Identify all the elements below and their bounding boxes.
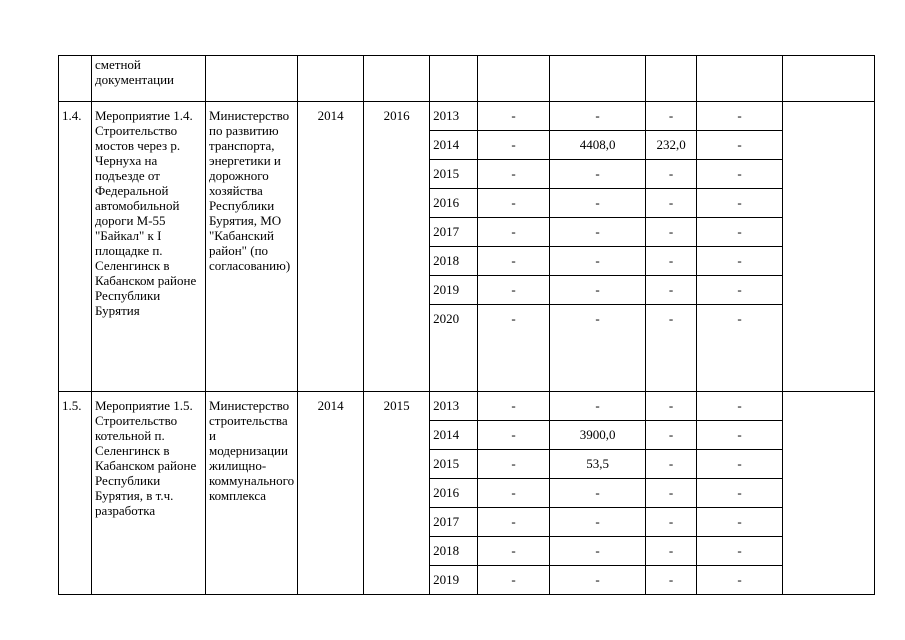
cell-year: 2017: [430, 218, 478, 247]
cell-value: -: [550, 305, 646, 392]
cell-name: Мероприятие 1.5. Строительство котельной п. Селенгинск в Кабанском районе Республики Бурятия, в т.ч. разработка: [92, 392, 206, 595]
cell-value: -: [646, 160, 697, 189]
cell-start: 2014: [298, 392, 364, 595]
cell-year: 2020: [430, 305, 478, 392]
cell-executor: [206, 56, 298, 102]
table-row: [59, 392, 875, 421]
cell-num: 1.5.: [59, 392, 92, 595]
cell-value: -: [697, 131, 783, 160]
cell-value: [697, 56, 783, 102]
cell-num: [59, 56, 92, 102]
cell-year: 2015: [430, 450, 478, 479]
cell-value: -: [697, 189, 783, 218]
cell-value: -: [478, 537, 550, 566]
cell-value: -: [697, 450, 783, 479]
cell-value: 53,5: [550, 450, 646, 479]
cell-value: -: [478, 218, 550, 247]
cell-value: -: [646, 218, 697, 247]
cell-year: 2013: [430, 102, 478, 131]
cell-year: 2016: [430, 479, 478, 508]
table-row: [59, 56, 875, 102]
cell-value: -: [697, 537, 783, 566]
cell-value: -: [478, 131, 550, 160]
cell-value: -: [646, 421, 697, 450]
cell-value: -: [550, 189, 646, 218]
cell-start: 2014: [298, 102, 364, 392]
cell-value: -: [697, 479, 783, 508]
cell-value: -: [646, 479, 697, 508]
cell-value: -: [697, 566, 783, 595]
cell-value: -: [697, 218, 783, 247]
cell-year: 2014: [430, 131, 478, 160]
cell-value: -: [646, 189, 697, 218]
cell-value: -: [697, 102, 783, 131]
cell-value: -: [478, 276, 550, 305]
cell-value: -: [550, 479, 646, 508]
cell-value: -: [697, 305, 783, 392]
cell-end: 2015: [364, 392, 430, 595]
cell-end: [364, 56, 430, 102]
cell-executor: Министерство строительства и модернизации жилищно-коммунального комплекса: [206, 392, 298, 595]
cell-value: -: [697, 276, 783, 305]
cell-value: -: [646, 102, 697, 131]
cell-value: -: [646, 566, 697, 595]
cell-value: -: [478, 160, 550, 189]
cell-value: -: [550, 566, 646, 595]
cell-value: -: [646, 276, 697, 305]
cell-value: 3900,0: [550, 421, 646, 450]
cell-value: -: [697, 247, 783, 276]
cell-value: -: [478, 189, 550, 218]
cell-value: -: [550, 392, 646, 421]
cell-year: [430, 56, 478, 102]
cell-value: -: [646, 392, 697, 421]
cell-value: -: [550, 160, 646, 189]
cell-value: 232,0: [646, 131, 697, 160]
cell-num: 1.4.: [59, 102, 92, 392]
cell-value: 4408,0: [550, 131, 646, 160]
cell-value: -: [697, 160, 783, 189]
cell-value: -: [550, 537, 646, 566]
cell-value: -: [646, 450, 697, 479]
cell-value: -: [697, 421, 783, 450]
cell-value: -: [646, 537, 697, 566]
cell-value: -: [478, 508, 550, 537]
cell-name: сметной документации: [92, 56, 206, 102]
cell-value: -: [697, 392, 783, 421]
cell-year: 2017: [430, 508, 478, 537]
cell-value: -: [478, 479, 550, 508]
cell-year: 2015: [430, 160, 478, 189]
cell-year: 2016: [430, 189, 478, 218]
cell-value: [550, 56, 646, 102]
table-row: [59, 102, 875, 131]
cell-value: -: [478, 566, 550, 595]
cell-year: 2019: [430, 566, 478, 595]
cell-extra: [783, 56, 875, 102]
cell-start: [298, 56, 364, 102]
program-table: [58, 55, 875, 595]
cell-year: 2013: [430, 392, 478, 421]
cell-value: -: [478, 421, 550, 450]
cell-value: -: [478, 392, 550, 421]
cell-value: [646, 56, 697, 102]
cell-value: -: [646, 508, 697, 537]
cell-value: -: [646, 305, 697, 392]
cell-value: -: [550, 508, 646, 537]
cell-value: -: [478, 450, 550, 479]
cell-value: -: [646, 247, 697, 276]
cell-value: -: [550, 218, 646, 247]
cell-value: -: [478, 305, 550, 392]
cell-year: 2018: [430, 247, 478, 276]
cell-value: -: [550, 276, 646, 305]
cell-end: 2016: [364, 102, 430, 392]
cell-year: 2019: [430, 276, 478, 305]
cell-year: 2018: [430, 537, 478, 566]
cell-value: [478, 56, 550, 102]
cell-year: 2014: [430, 421, 478, 450]
cell-value: -: [550, 247, 646, 276]
cell-extra: [783, 102, 875, 392]
cell-value: -: [478, 247, 550, 276]
cell-value: -: [478, 102, 550, 131]
cell-executor: Министерство по развитию транспорта, энергетики и дорожного хозяйства Республики Бурятия, МО "Кабанский район" (по согласованию): [206, 102, 298, 392]
cell-value: -: [697, 508, 783, 537]
cell-extra: [783, 392, 875, 595]
cell-name: Мероприятие 1.4. Строительство мостов через р. Чернуха на подъезде от Федеральной автомобильной дороги М-55 "Байкал" к I площадке п. Селенгинск в Кабанском районе Республики Бурятия: [92, 102, 206, 392]
cell-value: -: [550, 102, 646, 131]
